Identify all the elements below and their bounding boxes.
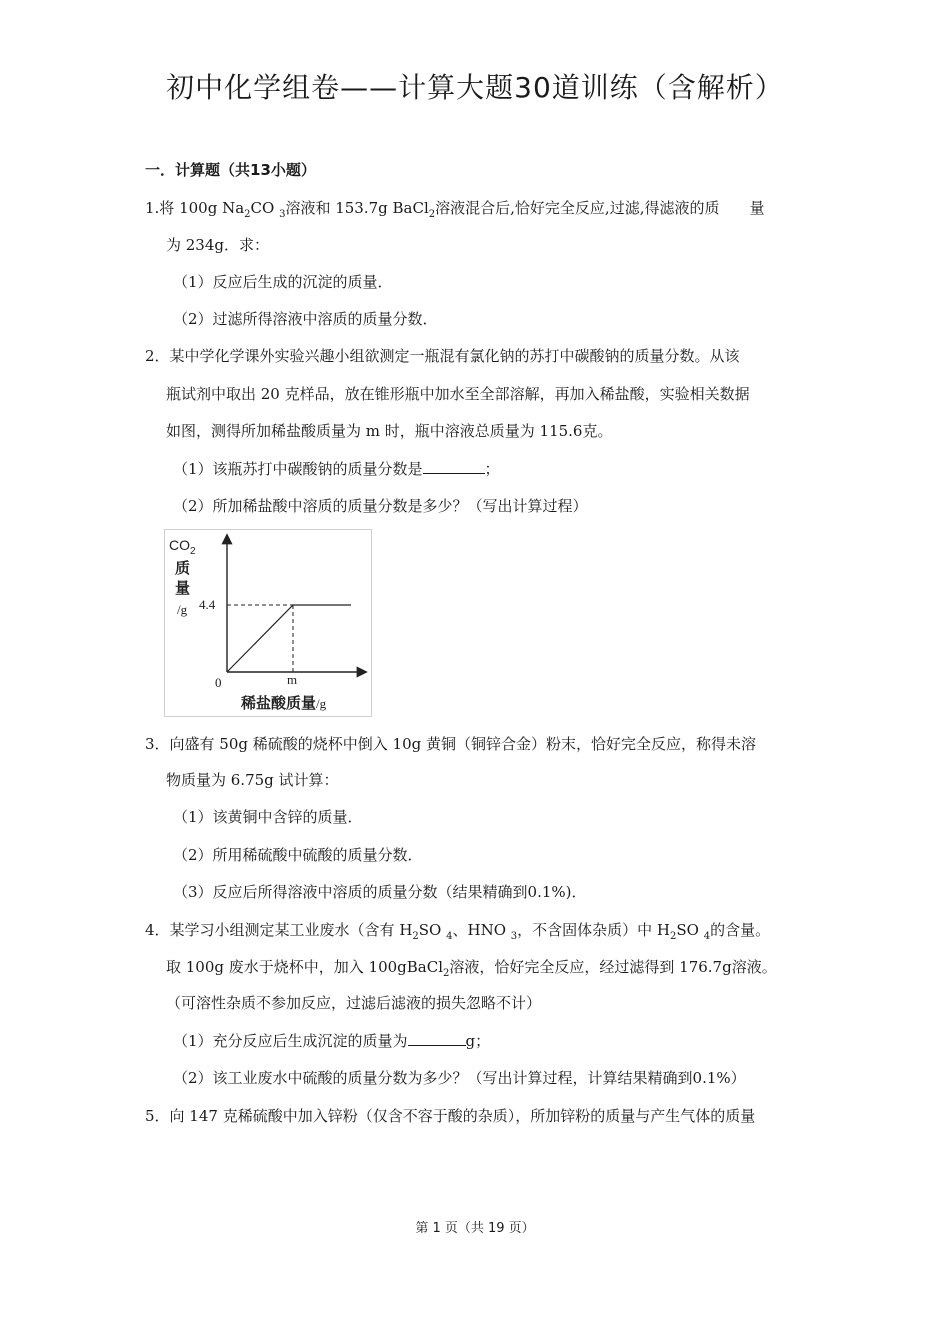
question-2-line-2: 瓶试剂中取出 20 克样品，放在锥形瓶中加水至全部溶解，再加入稀盐酸，实验相关数据 <box>166 385 750 403</box>
answer-blank <box>423 459 485 474</box>
question-2-line-1: 2．某中学化学课外实验兴趣小组欲测定一瓶混有氯化钠的苏打中碳酸钠的质量分数。从该 <box>145 347 740 365</box>
question-1-part-1: （1）反应后生成的沉淀的质量． <box>173 273 393 291</box>
question-1-part-2: （2）过滤所得溶液中溶质的质量分数． <box>173 310 438 328</box>
question-2-part-1: （1）该瓶苏打中碳酸钠的质量分数是 ； <box>173 460 500 478</box>
question-4-line-2: 取 100g 废水于烧杯中，加入 100gBaCl$_2$溶液，恰好完全反应，经过滤得到 176.7g溶液。 <box>166 958 777 979</box>
section-heading: 一．计算题（共13小题） <box>145 161 316 179</box>
question-4-part-1: （1）充分反应后生成沉淀的质量为 g； <box>173 1032 491 1050</box>
question-2-part-2: （2）所加稀盐酸中溶质的质量分数是多少？（写出计算过程） <box>173 497 588 515</box>
co2-series-line <box>227 605 351 672</box>
question-1-line-2: 为 234g．求： <box>166 236 270 254</box>
question-4-line-1: 4．某学习小组测定某工业废水（含有 $H_2SO$ $_4$、HNO $_3$，不含固体杂质）中 $H_2SO$ $_4$的含量。 <box>145 921 771 942</box>
y-axis-label-4: /g <box>177 602 188 617</box>
page-footer: 第 1 页（共 19 页） <box>415 1221 535 1236</box>
question-4-part-2: （2）该工业废水中硫酸的质量分数为多少？（写出计算过程，计算结果精确到0.1%） <box>173 1069 746 1087</box>
question-2-line-3: 如图，测得所加稀盐酸质量为 m 时，瓶中溶液总质量为 115.6克。 <box>166 422 613 440</box>
y-axis-label-3: 量 <box>175 579 191 597</box>
page-title: 初中化学组卷——计算大题30道训练（含解析） <box>166 71 784 104</box>
question-5-line-1: 5．向 147 克稀硫酸中加入锌粉（仅含不容于酸的杂质），所加锌粉的质量与产生气体的质量 <box>145 1107 756 1125</box>
question-4-line-3: （可溶性杂质不参加反应，过滤后滤液的损失忽略不计） <box>166 994 542 1012</box>
question-3-line-2: 物质量为 6.75g 试计算： <box>166 771 339 789</box>
answer-blank <box>408 1031 466 1046</box>
question-3-part-1: （1）该黄铜中含锌的质量． <box>173 808 363 826</box>
origin-label: 0 <box>215 675 222 690</box>
question-3-line-1: 3．向盛有 50g 稀硫酸的烧杯中倒入 10g 黄铜（铜锌合金）粉末，恰好完全反应，称得未溶 <box>145 735 756 753</box>
y-axis-label-2: 质 <box>175 559 191 577</box>
question-1-line-1: 1.将 100g $Na_2CO$ $_3$溶液和 153.7g BaCl$_2$溶液混合后,恰好完全反应,过滤,得滤液的质 量 <box>145 199 765 220</box>
x-axis-label: 稀盐酸质量/g <box>241 694 327 712</box>
question-3-part-3: （3）反应后所得溶液中溶质的质量分数（结果精确到0.1%)． <box>173 883 587 901</box>
y-tick-label: 4.4 <box>199 597 216 612</box>
x-tick-label: m <box>287 672 298 687</box>
question-3-part-2: （2）所用稀硫酸中硫酸的质量分数． <box>173 846 423 864</box>
co2-mass-chart <box>164 529 372 717</box>
y-axis-label: $CO_2$ <box>169 537 196 557</box>
